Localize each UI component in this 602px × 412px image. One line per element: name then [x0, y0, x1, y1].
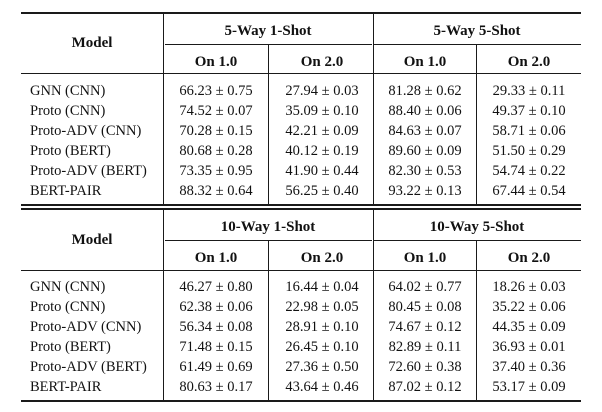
- col-separator: [163, 14, 164, 204]
- table-cell: 70.28 ± 0.15: [179, 123, 253, 139]
- table-cell: 37.40 ± 0.36: [492, 359, 566, 375]
- model-label: Proto (CNN): [30, 299, 106, 315]
- table-cell: 62.38 ± 0.06: [179, 299, 253, 315]
- header-rule: [21, 73, 581, 74]
- table-cell: 73.35 ± 0.95: [179, 163, 253, 179]
- table-cell: 41.90 ± 0.44: [285, 163, 359, 179]
- table-cell: 26.45 ± 0.10: [285, 339, 359, 355]
- model-header: Model: [71, 35, 113, 51]
- model-label: Proto (BERT): [30, 143, 111, 159]
- table-cell: 16.44 ± 0.04: [285, 279, 359, 295]
- table-cell: 22.98 ± 0.05: [285, 299, 359, 315]
- table-cell: 84.63 ± 0.07: [388, 123, 462, 139]
- table-cell: 42.21 ± 0.09: [285, 123, 359, 139]
- table-cell: 54.74 ± 0.22: [492, 163, 566, 179]
- subcolumn-header: On 2.0: [507, 54, 551, 70]
- table-cell: 80.45 ± 0.08: [388, 299, 462, 315]
- table-cell: 93.22 ± 0.13: [388, 183, 462, 199]
- col-separator: [373, 14, 374, 204]
- col-separator: [163, 210, 164, 400]
- table-cell: 66.23 ± 0.75: [179, 83, 253, 99]
- table-cell: 87.02 ± 0.12: [388, 379, 462, 395]
- col-separator: [373, 210, 374, 400]
- subcolumn-header: On 2.0: [507, 250, 551, 266]
- subcolumn-header: On 2.0: [300, 54, 344, 70]
- model-label: GNN (CNN): [30, 83, 106, 99]
- header-rule: [21, 270, 581, 271]
- subcolumn-header: On 2.0: [300, 250, 344, 266]
- table-cell: 82.30 ± 0.53: [388, 163, 462, 179]
- block-separator-rule: [21, 208, 581, 210]
- table-cell: 40.12 ± 0.19: [285, 143, 359, 159]
- model-label: Proto-ADV (CNN): [30, 123, 142, 139]
- model-label: Proto-ADV (BERT): [30, 359, 147, 375]
- subcolumn-header: On 1.0: [403, 54, 447, 70]
- table-cell: 28.91 ± 0.10: [285, 319, 359, 335]
- group-header: 5-Way 1-Shot: [224, 23, 312, 39]
- model-header: Model: [71, 232, 113, 248]
- table-cell: 56.34 ± 0.08: [179, 319, 253, 335]
- model-label: BERT-PAIR: [30, 379, 102, 395]
- table-cell: 64.02 ± 0.77: [388, 279, 462, 295]
- block-separator-rule: [21, 204, 581, 206]
- col-separator: [268, 44, 269, 204]
- group-underline-4: [374, 240, 581, 241]
- table-cell: 58.71 ± 0.06: [492, 123, 566, 139]
- model-label: Proto (CNN): [30, 103, 106, 119]
- table-cell: 74.67 ± 0.12: [388, 319, 462, 335]
- table-cell: 44.35 ± 0.09: [492, 319, 566, 335]
- table-cell: 35.09 ± 0.10: [285, 103, 359, 119]
- table-cell: 71.48 ± 0.15: [179, 339, 253, 355]
- table-cell: 51.50 ± 0.29: [492, 143, 566, 159]
- subcolumn-header: On 1.0: [194, 250, 238, 266]
- table-cell: 88.32 ± 0.64: [179, 183, 253, 199]
- model-label: Proto-ADV (BERT): [30, 163, 147, 179]
- col-separator: [476, 44, 477, 204]
- table-cell: 80.63 ± 0.17: [179, 379, 253, 395]
- col-separator: [476, 240, 477, 400]
- group-underline-2: [374, 44, 581, 45]
- model-label: GNN (CNN): [30, 279, 106, 295]
- table-cell: 49.37 ± 0.10: [492, 103, 566, 119]
- top-rule: [21, 12, 581, 14]
- group-header: 5-Way 5-Shot: [433, 23, 521, 39]
- group-header: 10-Way 5-Shot: [429, 219, 525, 235]
- table-cell: 82.89 ± 0.11: [388, 339, 462, 355]
- table-cell: 67.44 ± 0.54: [492, 183, 566, 199]
- table-cell: 29.33 ± 0.11: [492, 83, 566, 99]
- table-cell: 27.94 ± 0.03: [285, 83, 359, 99]
- table-cell: 88.40 ± 0.06: [388, 103, 462, 119]
- table-cell: 74.52 ± 0.07: [179, 103, 253, 119]
- table-cell: 43.64 ± 0.46: [285, 379, 359, 395]
- table-cell: 27.36 ± 0.50: [285, 359, 359, 375]
- table-cell: 89.60 ± 0.09: [388, 143, 462, 159]
- model-label: Proto-ADV (CNN): [30, 319, 142, 335]
- table-cell: 35.22 ± 0.06: [492, 299, 566, 315]
- subcolumn-header: On 1.0: [403, 250, 447, 266]
- table-cell: 61.49 ± 0.69: [179, 359, 253, 375]
- table-cell: 81.28 ± 0.62: [388, 83, 462, 99]
- model-label: Proto (BERT): [30, 339, 111, 355]
- table-cell: 72.60 ± 0.38: [388, 359, 462, 375]
- group-header: 10-Way 1-Shot: [220, 219, 316, 235]
- table-cell: 53.17 ± 0.09: [492, 379, 566, 395]
- table-cell: 36.93 ± 0.01: [492, 339, 566, 355]
- subcolumn-header: On 1.0: [194, 54, 238, 70]
- table-cell: 46.27 ± 0.80: [179, 279, 253, 295]
- table-cell: 80.68 ± 0.28: [179, 143, 253, 159]
- model-label: BERT-PAIR: [30, 183, 102, 199]
- bottom-rule: [21, 400, 581, 402]
- table-cell: 18.26 ± 0.03: [492, 279, 566, 295]
- col-separator: [268, 240, 269, 400]
- table-cell: 56.25 ± 0.40: [285, 183, 359, 199]
